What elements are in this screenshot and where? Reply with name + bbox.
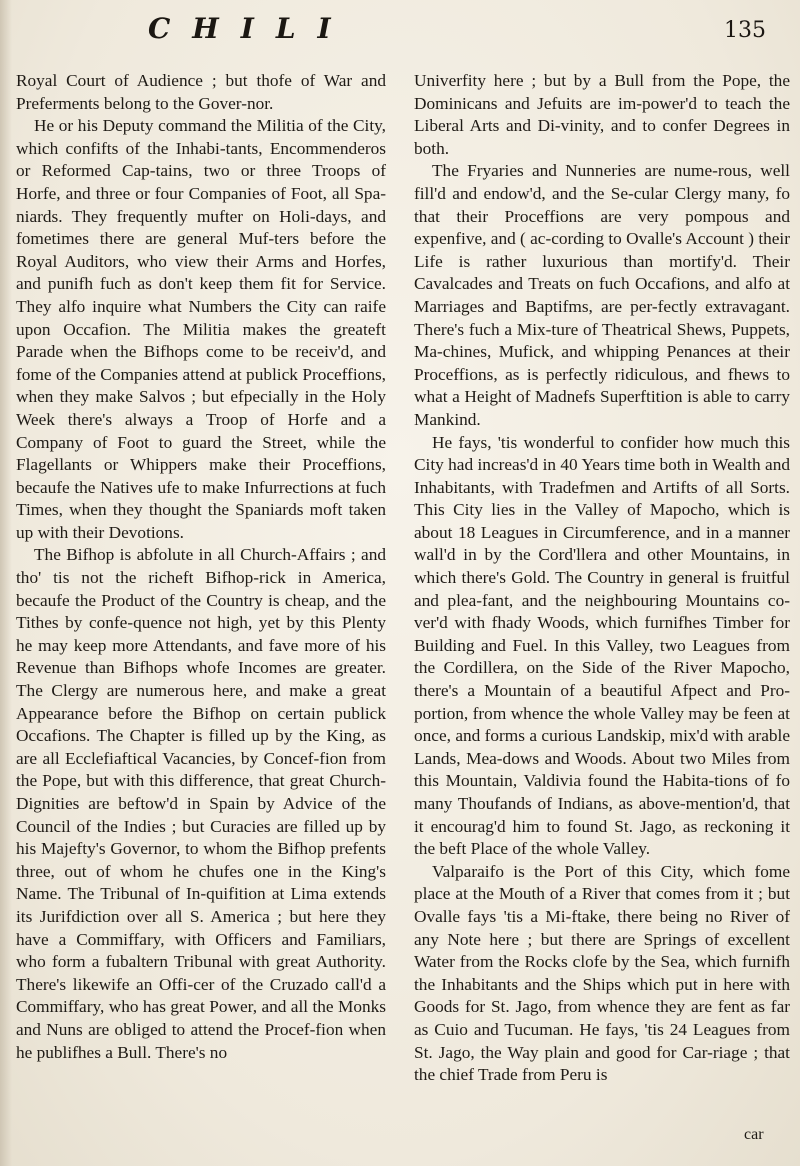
- paragraph: He or his Deputy command the Militia of the City, which confifts of the Inhabi-tants, Encommenderos or Reformed Cap-tains, two or three Troops of Horfe, and three or four Companies of Foot, all Spa-niards. They frequently mufter on Holi-days, and fometimes there are general Muf-ters before the Royal Auditors, who view their Arms and Horfes, and punifh fuch as don't keep them fit for Service. They alfo inquire what Numbers the City can raife upon Occafion. The Militia makes the greateft Parade when the Bifhops come to be receiv'd, and fome of the Companies attend at publick Proceffions, when they make Salvos ; but efpecially in the Holy Week there's always a Troop of Horfe and a Company of Foot to guard the Street, while the Flagellants or Whippers make their Proceffions, becaufe the Natives ufe to make Infurrections at fuch Times, when they thought the Spaniards moft taken up with their Devotions.: [16, 116, 386, 542]
- paragraph: Royal Court of Audience ; but thofe of War and Preferments belong to the Gover-nor.: [16, 71, 386, 113]
- right-text-column: [414, 70, 790, 1087]
- running-head: CHILI: [148, 12, 353, 45]
- page-number: 135: [724, 18, 766, 43]
- catchword: car: [744, 1126, 764, 1143]
- paragraph: Univerfity here ; but by a Bull from the Pope, the Dominicans and Jefuits are im-power'd to teach the Liberal Arts and Di-vinity, and to confer Degrees in both.: [414, 71, 790, 158]
- paragraph: The Bifhop is abfolute in all Church-Affairs ; and tho' tis not the richeft Bifhop-rick in America, becaufe the Product of the Country is cheap, and the Tithes by confe-quence not high, yet by this Plenty he may keep more Attendants, and fave more of his Revenue than Bifhops whofe Incomes are greater. The Clergy are numerous here, and make a great Appearance before the Bifhop on certain publick Occafions. The Chapter is filled up by the King, as are all Ecclefiaftical Vacancies, by Concef-fion from the Pope, but with this difference, that great Church-Dignities are beftow'd in Spain by Advice of the Council of the Indies ; but Curacies are filled up by his Majefty's Governor, to whom the Bifhop prefents three, out of whom he chufes one in the King's Name. The Tribunal of In-quifition at Lima extends its Jurifdiction over all S. America ; but here they have a Commiffary, with Officers and Familiars, who form a fubaltern Tribunal with great Authority. There's likewife an Offi-cer of the Cruzado call'd a Commiffary, who has great Power, and all the Monks and Nuns are obliged to attend the Procef-fion when he publifhes a Bull. There's no: [16, 545, 386, 1062]
- paragraph: He fays, 'tis wonderful to confider how much this City had increas'd in 40 Years time both in Wealth and Inhabitants, with Tradefmen and Artifts of all Sorts. This City lies in the Valley of Mapocho, which is about 18 Leagues in Circumference, and in a manner wall'd in by the Cord'llera and other Mountains, in which there's Gold. The Country in general is fruitful and plea-fant, and the neighbouring Mountains co-ver'd with fhady Woods, which furnifhes Timber for Building and Fuel. In this Valley, two Leagues from the Cordillera, on the Side of the River Mapocho, there's a Mountain of a beautiful Afpect and Pro-portion, from whence the whole Valley may be feen at once, and forms a curious Landskip, mix'd with arable Lands, Mea-dows and Woods. About two Miles from this Mountain, Valdivia found the Habita-tions of fo many Thoufands of Indians, as above-mention'd, that it encourag'd him to found St. Jago, as reckoning it the beft Place of the whole Valley.: [414, 432, 790, 859]
- paragraph: Valparaifo is the Port of this City, which fome place at the Mouth of a River that comes from it ; but Ovalle fays 'tis a Mi-ftake, there being no River of any Note here ; but there are Springs of excellent Water from the Rocks clofe by the Sea, which furnifh the Inhabitants and the Ships which put in here with Goods for St. Jago, from whence they are fent as far as Cuio and Tucuman. He fays, 'tis 24 Leagues from St. Jago, the Way plain and good for Car-riage ; that the chief Trade from Peru is: [414, 861, 790, 1085]
- page-gutter-shadow: [0, 0, 12, 1166]
- left-text-column: [16, 70, 386, 1064]
- paragraph: The Fryaries and Nunneries are nume-rous, well fill'd and endow'd, and the Se-cular Clergy many, fo that their Proceffions are very pompous and expenfive, and ( ac-cording to Ovalle's Account ) their Life is rather luxurious than mortify'd. Their Cavalcades and Treats on fuch Occafions, and alfo at Marriages and Baptifms, are per-fectly extravagant. There's fuch a Mix-ture of Theatrical Shews, Puppets, Ma-chines, Mufick, and whipping Penances at their Proceffions, as is perfectly ridiculous, and fhews to what a Height of Madnefs Superftition is able to carry Mankind.: [414, 161, 790, 429]
